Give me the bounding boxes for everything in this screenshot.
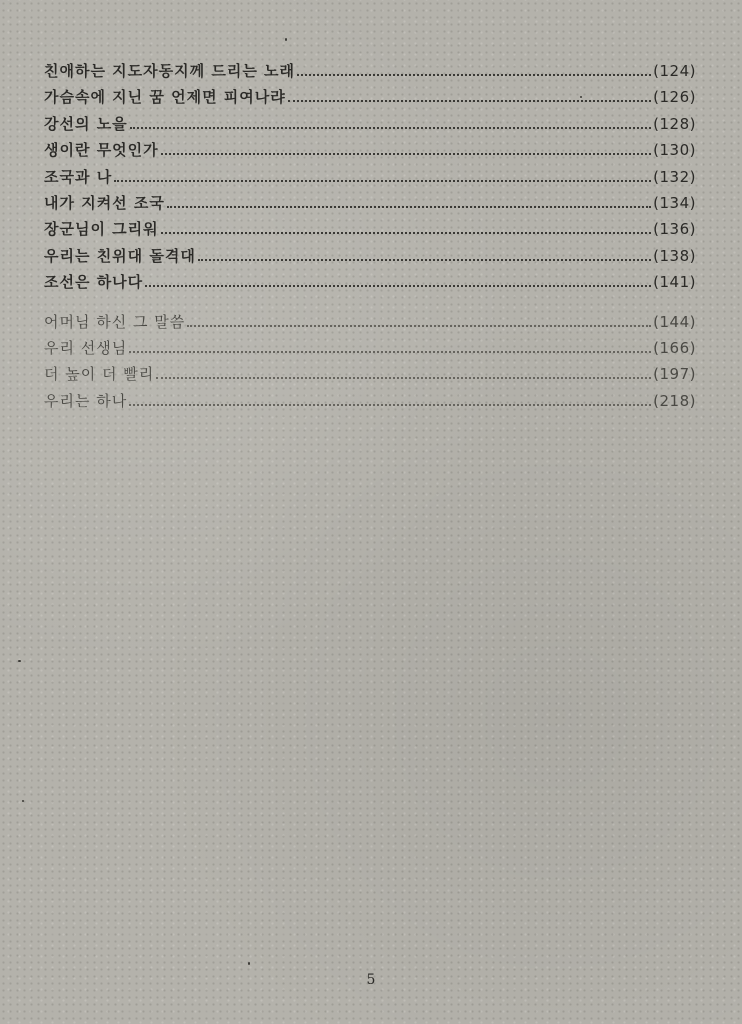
toc-entry-title: 강선의 노을 xyxy=(44,114,128,133)
page-number: 5 xyxy=(366,972,376,988)
toc-entry-title: 가슴속에 지닌 꿈 언제면 피여나랴 xyxy=(44,88,286,107)
paper-speck xyxy=(580,96,582,98)
toc-entry xyxy=(44,166,696,192)
dot-leader xyxy=(129,403,651,406)
toc-entry-title: 우리 선생님 xyxy=(44,338,128,357)
toc-entry-page: (144) xyxy=(653,312,696,331)
dot-leader xyxy=(130,126,651,129)
toc-entry xyxy=(44,60,696,86)
toc-entry xyxy=(44,139,696,165)
toc-entry xyxy=(44,192,696,218)
dot-leader xyxy=(288,99,651,102)
toc-entry-title: 어머님 하신 그 말씀 xyxy=(44,312,186,331)
toc-entry xyxy=(44,271,696,297)
dot-leader xyxy=(187,324,651,327)
paper-speck xyxy=(248,962,250,965)
toc-entry-page: (128) xyxy=(653,114,696,133)
toc-entry-page: (130) xyxy=(653,141,696,160)
dot-leader xyxy=(114,179,651,182)
toc-entry-title: 조국과 나 xyxy=(44,167,113,186)
toc-entry xyxy=(44,363,696,389)
toc-entry-page: (197) xyxy=(653,365,696,384)
toc-entry-title: 생이란 무엇인가 xyxy=(44,141,159,160)
toc-entry-page: (134) xyxy=(653,193,696,212)
dot-leader xyxy=(129,350,651,353)
toc-entry-page: (166) xyxy=(653,338,696,357)
toc-entry-title: 조선은 하나다 xyxy=(44,273,144,292)
toc-entry xyxy=(44,86,696,112)
toc-entry-title: 우리는 하나 xyxy=(44,391,128,410)
toc-entry-page: (218) xyxy=(653,391,696,410)
dot-leader xyxy=(161,231,652,234)
toc-entry xyxy=(44,218,696,244)
dot-leader xyxy=(161,152,652,155)
toc-entry xyxy=(44,390,696,416)
toc-entry xyxy=(44,311,696,337)
toc-entry-title: 우리는 친위대 돌격대 xyxy=(44,246,196,265)
toc-entry-page: (136) xyxy=(653,220,696,239)
toc-entry-page: (138) xyxy=(653,246,696,265)
toc-entry-page: (132) xyxy=(653,167,696,186)
toc-entry xyxy=(44,337,696,363)
toc-entry xyxy=(44,113,696,139)
toc-entry-title: 장군님이 그리워 xyxy=(44,220,159,239)
toc-entry-title: 내가 지켜선 조국 xyxy=(44,193,165,212)
dot-leader xyxy=(145,284,651,287)
toc-entry-page: (141) xyxy=(653,273,696,292)
table-of-contents xyxy=(44,60,696,416)
toc-entry xyxy=(44,245,696,271)
dot-leader xyxy=(198,258,651,261)
toc-entry-page: (126) xyxy=(653,88,696,107)
toc-entry-title: 더 높이 더 빨리 xyxy=(44,365,155,384)
dot-leader xyxy=(156,376,651,379)
dot-leader xyxy=(167,205,651,208)
paper-speck xyxy=(18,660,21,662)
paper-speck xyxy=(285,38,287,41)
toc-entry-title: 친애하는 지도자동지께 드리는 노래 xyxy=(44,62,296,80)
toc-entry-page: (124) xyxy=(653,62,696,80)
dot-leader xyxy=(297,73,651,76)
paper-speck xyxy=(22,800,24,802)
